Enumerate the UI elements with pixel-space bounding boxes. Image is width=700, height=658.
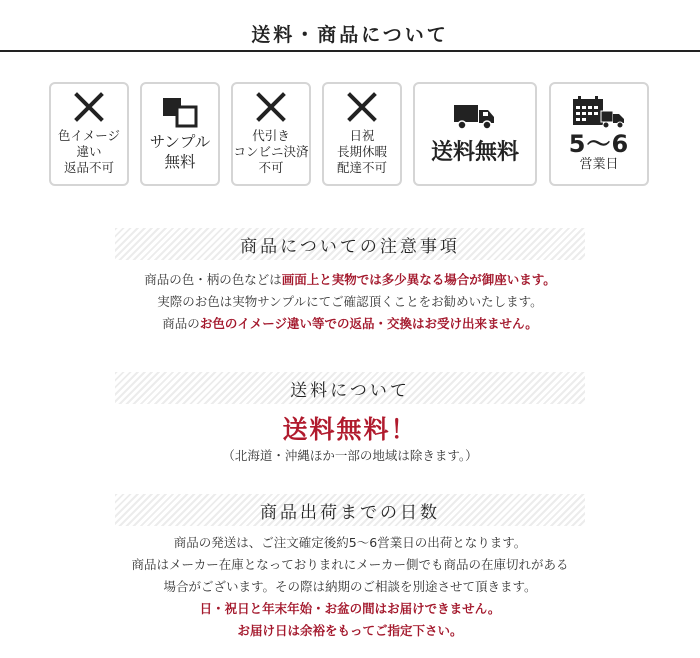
badge-label: 送料無料 — [430, 140, 519, 165]
truck-icon — [452, 102, 498, 132]
page-title: 送料・商品について — [251, 24, 449, 46]
section-heading-text: 商品出荷までの日数 — [260, 502, 440, 523]
badge-days-unit: 営業日 — [579, 157, 619, 172]
delivery-line-5: お届け日は余裕をもってご指定下さい。 — [237, 623, 463, 638]
badge-business-days — [549, 82, 649, 186]
sample-squares-icon — [160, 96, 200, 128]
shipping-exception-note: （北海道・沖縄ほか一部の地域は除きます。） — [222, 448, 478, 463]
section-heading-text: 商品についての注意事項 — [240, 236, 460, 257]
notice-line-3 — [0, 316, 700, 332]
notice-line-1-emphasis: 画面上と実物では多少異なる場合が御座います。 — [281, 272, 556, 287]
free-shipping-headline: 送料無料！ — [282, 415, 418, 444]
badge-holiday-no-delivery — [322, 82, 402, 186]
notice-line-1-text: 商品の色・柄の色などは — [144, 272, 282, 287]
section-heading-delivery — [115, 494, 585, 526]
section-heading-notice — [115, 228, 585, 260]
badge-label: 代引き コンビニ決済 不可 — [233, 128, 309, 175]
delivery-line-2: 商品はメーカー在庫となっておりまれにメーカー側でも商品の在庫切れがある — [131, 557, 569, 572]
delivery-line-1: 商品の発送は、ご注文確定後約5〜6営業日の出荷となります。 — [173, 535, 527, 550]
header-divider — [0, 50, 700, 52]
delivery-line-3: 場合がございます。その際は納期のご相談を別途させて頂きます。 — [163, 579, 537, 594]
badge-label: 日祝 長期休暇 配達不可 — [336, 128, 387, 175]
section-heading-shipping — [115, 372, 585, 404]
section-heading-text: 送料について — [290, 380, 410, 401]
cross-icon — [74, 92, 104, 122]
badge-sample-free — [140, 82, 220, 186]
badge-free-shipping — [413, 82, 537, 186]
notice-line-3-emphasis: お色のイメージ違い等での返品・交換はお受け出来ません。 — [199, 316, 538, 331]
badge-label: 色イメージ 違い 返品不可 — [57, 128, 121, 175]
badge-label: サンプル 無料 — [149, 133, 211, 171]
cross-icon — [347, 92, 377, 122]
badge-cod-convenience-unavailable — [231, 82, 311, 186]
badge-color-image-no-return — [49, 82, 129, 186]
badge-days-value: 5〜6 — [568, 130, 630, 158]
notice-line-1 — [0, 272, 700, 288]
delivery-line-4: 日・祝日と年末年始・お盆の間はお届けできません。 — [199, 601, 501, 616]
cross-icon — [256, 92, 286, 122]
notice-line-3-text: 商品の — [162, 316, 200, 331]
calendar-truck-icon — [571, 95, 627, 129]
notice-line-2: 実際のお色は実物サンプルにてご確認頂くことをお勧めいたします。 — [157, 294, 543, 309]
